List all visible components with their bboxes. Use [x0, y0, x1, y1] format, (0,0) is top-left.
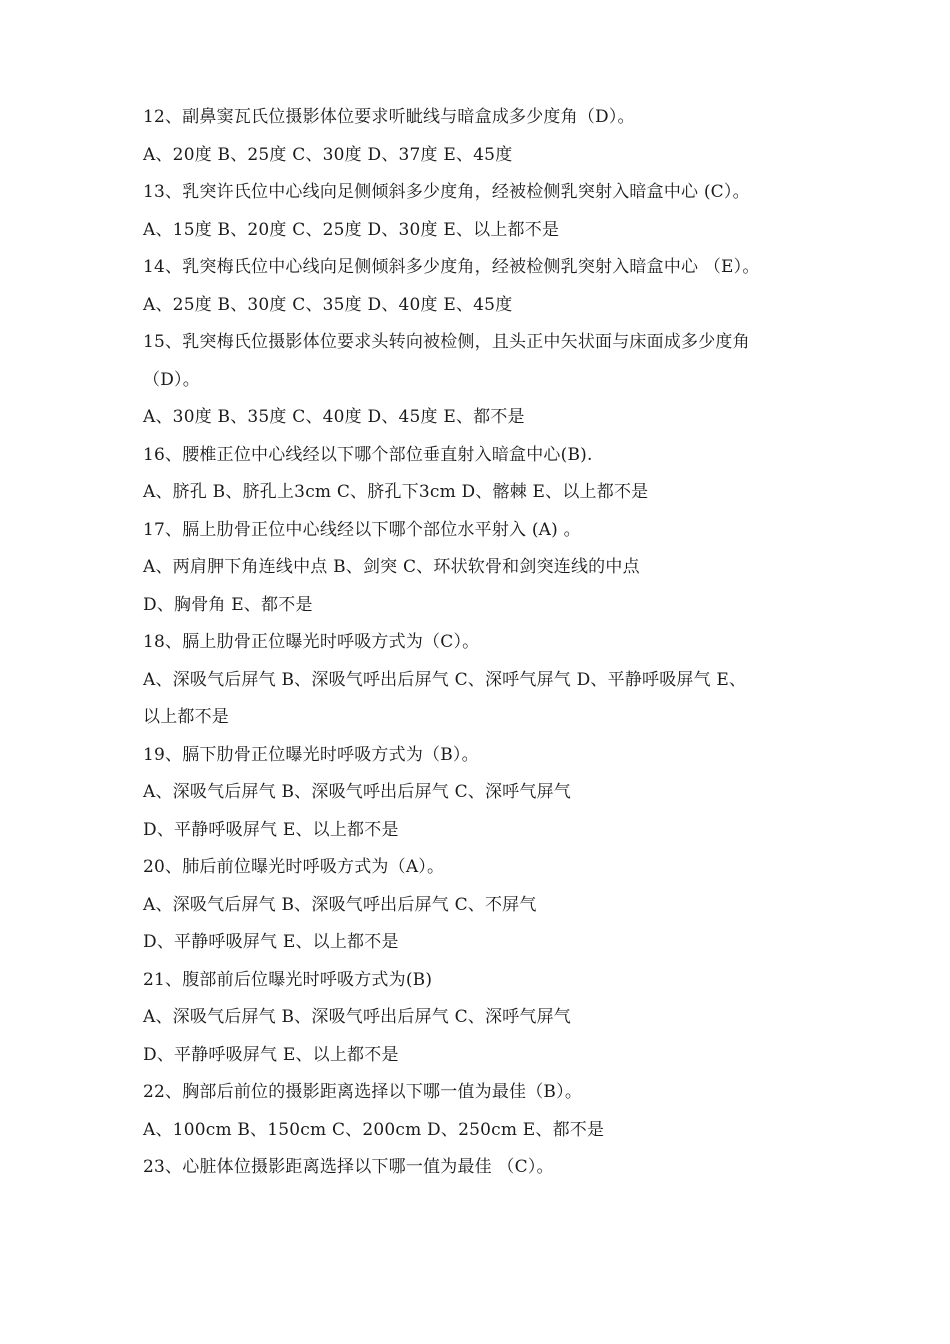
question-17: 17、膈上肋骨正位中心线经以下哪个部位水平射入 (A) 。 [143, 519, 581, 540]
options-17-continued: D、胸骨角 E、都不是 [143, 594, 313, 615]
options-19-continued: D、平静呼吸屏气 E、以上都不是 [143, 819, 399, 840]
question-23: 23、心脏体位摄影距离选择以下哪一值为最佳 （C）。 [143, 1157, 554, 1177]
options-20-continued: D、平静呼吸屏气 E、以上都不是 [143, 932, 399, 952]
question-21: 21、腹部前后位曝光时呼吸方式为(B) [143, 969, 433, 990]
options-14: A、25度 B、30度 C、35度 D、40度 E、45度 [143, 294, 513, 315]
document-body [143, 103, 843, 1191]
options-18: A、深吸气后屏气 B、深吸气呼出后屏气 C、深呼气屏气 D、平静呼吸屏气 E、 [143, 669, 747, 690]
question-15: 15、乳突梅氏位摄影体位要求头转向被检侧，且头正中矢状面与床面成多少度角 [143, 332, 750, 352]
options-22: A、100cm B、150cm C、200cm D、250cm E、都不是 [143, 1119, 605, 1140]
options-18-continued: 以上都不是 [143, 707, 229, 727]
question-16: 16、腰椎正位中心线经以下哪个部位垂直射入暗盒中心(B). [143, 444, 593, 465]
options-21: A、深吸气后屏气 B、深吸气呼出后屏气 C、深呼气屏气 [143, 1007, 571, 1027]
question-15-continued: （D）。 [143, 369, 200, 390]
options-13: A、15度 B、20度 C、25度 D、30度 E、以上都不是 [143, 219, 560, 240]
question-20: 20、肺后前位曝光时呼吸方式为（A）。 [143, 857, 445, 877]
options-17: A、两肩胛下角连线中点 B、剑突 C、环状软骨和剑突连线的中点 [143, 557, 640, 577]
options-21-continued: D、平静呼吸屏气 E、以上都不是 [143, 1044, 399, 1065]
question-19: 19、膈下肋骨正位曝光时呼吸方式为（B）。 [143, 744, 479, 765]
question-22: 22、胸部后前位的摄影距离选择以下哪一值为最佳（B）。 [143, 1082, 583, 1102]
question-13: 13、乳突许氏位中心线向足侧倾斜多少度角，经被检侧乳突射入暗盒中心 (C）。 [143, 182, 750, 202]
question-12: 12、副鼻窦瓦氏位摄影体位要求听眦线与暗盒成多少度角（D）。 [143, 107, 635, 127]
question-14: 14、乳突梅氏位中心线向足侧倾斜多少度角，经被检侧乳突射入暗盒中心 （E）。 [143, 257, 760, 277]
options-20: A、深吸气后屏气 B、深吸气呼出后屏气 C、不屏气 [143, 894, 537, 915]
question-18: 18、膈上肋骨正位曝光时呼吸方式为（C）。 [143, 632, 480, 652]
options-19: A、深吸气后屏气 B、深吸气呼出后屏气 C、深呼气屏气 [143, 782, 571, 802]
options-16: A、脐孔 B、脐孔上3cm C、脐孔下3cm D、髂棘 E、以上都不是 [143, 482, 649, 502]
options-15: A、30度 B、35度 C、40度 D、45度 E、都不是 [143, 407, 525, 427]
options-12: A、20度 B、25度 C、30度 D、37度 E、45度 [143, 144, 513, 165]
